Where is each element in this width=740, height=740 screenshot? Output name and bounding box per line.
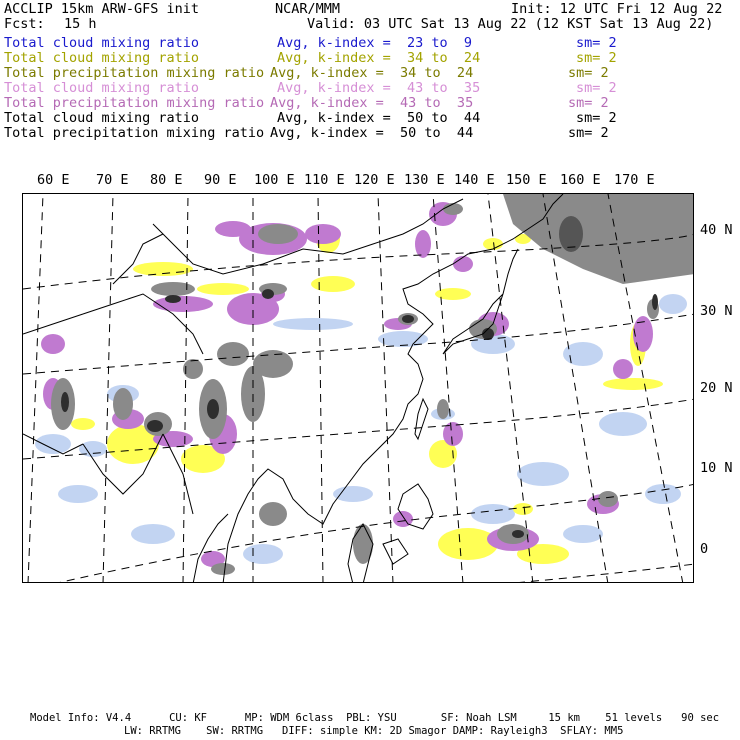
lon-label-150e: 150 E [506, 172, 547, 188]
legend-avg-2: Avg, k-index = 34 to 24 [277, 50, 481, 66]
legend-avg-3: Avg, k-index = 34 to 24 [270, 65, 474, 81]
lat-label-10n: 10 N [700, 460, 733, 476]
lat-label-0: 0 [700, 541, 709, 557]
legend-avg-6: Avg, k-index = 50 to 44 [277, 110, 481, 126]
model-info-line1: Model Info: V4.4 CU: KF MP: WDM 6class PBL: YSU SF: Noah LSM 15 km 51 levels 90 sec [30, 712, 720, 724]
legend-field-3: Total precipitation mixing ratio [4, 65, 265, 81]
map-panel [22, 193, 694, 583]
legend-field-6: Total cloud mixing ratio [4, 110, 200, 126]
legend-avg-7: Avg, k-index = 50 to 44 [270, 125, 474, 141]
lon-label-90e: 90 E [204, 172, 237, 188]
legend-sm-3: sm= 2 [568, 65, 609, 81]
legend-sm-6: sm= 2 [576, 110, 617, 126]
lat-label-20n: 20 N [700, 380, 733, 396]
lon-label-60e: 60 E [37, 172, 70, 188]
heavy-field [51, 194, 694, 575]
lon-label-80e: 80 E [150, 172, 183, 188]
lon-label-70e: 70 E [96, 172, 129, 188]
legend-sm-5: sm= 2 [568, 95, 609, 111]
lat-label-30n: 30 N [700, 303, 733, 319]
legend-field-2: Total cloud mixing ratio [4, 50, 200, 66]
init-time: Init: 12 UTC Fri 12 Aug 22 [511, 1, 723, 17]
legend-sm-2: sm= 2 [576, 50, 617, 66]
legend-avg-4: Avg, k-index = 43 to 35 [277, 80, 481, 96]
legend-sm-4: sm= 2 [576, 80, 617, 96]
legend-field-4: Total cloud mixing ratio [4, 80, 200, 96]
coastlines [23, 194, 563, 583]
lon-label-120e: 120 E [354, 172, 395, 188]
lon-label-160e: 160 E [560, 172, 601, 188]
lon-label-170e: 170 E [614, 172, 655, 188]
legend-sm-1: sm= 2 [576, 35, 617, 51]
legend-field-5: Total precipitation mixing ratio [4, 95, 265, 111]
organization-label: NCAR/MMM [275, 1, 341, 17]
valid-time: Valid: 03 UTC Sat 13 Aug 22 (12 KST Sat 13 Aug 22) [307, 16, 714, 32]
model-info-line2: LW: RRTMG SW: RRTMG DIFF: simple KM: 2D Smagor DAMP: Rayleigh3 SFLAY: MM5 [124, 725, 624, 737]
legend-avg-5: Avg, k-index = 43 to 35 [270, 95, 474, 111]
lat-label-40n: 40 N [700, 222, 733, 238]
legend-sm-7: sm= 2 [568, 125, 609, 141]
map-canvas [23, 194, 694, 583]
forecast-label: Fcst: [4, 16, 45, 32]
model-title: ACCLIP 15km ARW-GFS init [4, 1, 200, 17]
legend-field-7: Total precipitation mixing ratio [4, 125, 265, 141]
legend-field-1: Total cloud mixing ratio [4, 35, 200, 51]
lon-label-110e: 110 E [304, 172, 345, 188]
legend-avg-1: Avg, k-index = 23 to 9 [277, 35, 473, 51]
lon-label-140e: 140 E [454, 172, 495, 188]
cloud-field-mid [71, 225, 663, 564]
lon-label-130e: 130 E [404, 172, 445, 188]
forecast-hour: 15 h [64, 16, 97, 32]
lon-label-100e: 100 E [254, 172, 295, 188]
